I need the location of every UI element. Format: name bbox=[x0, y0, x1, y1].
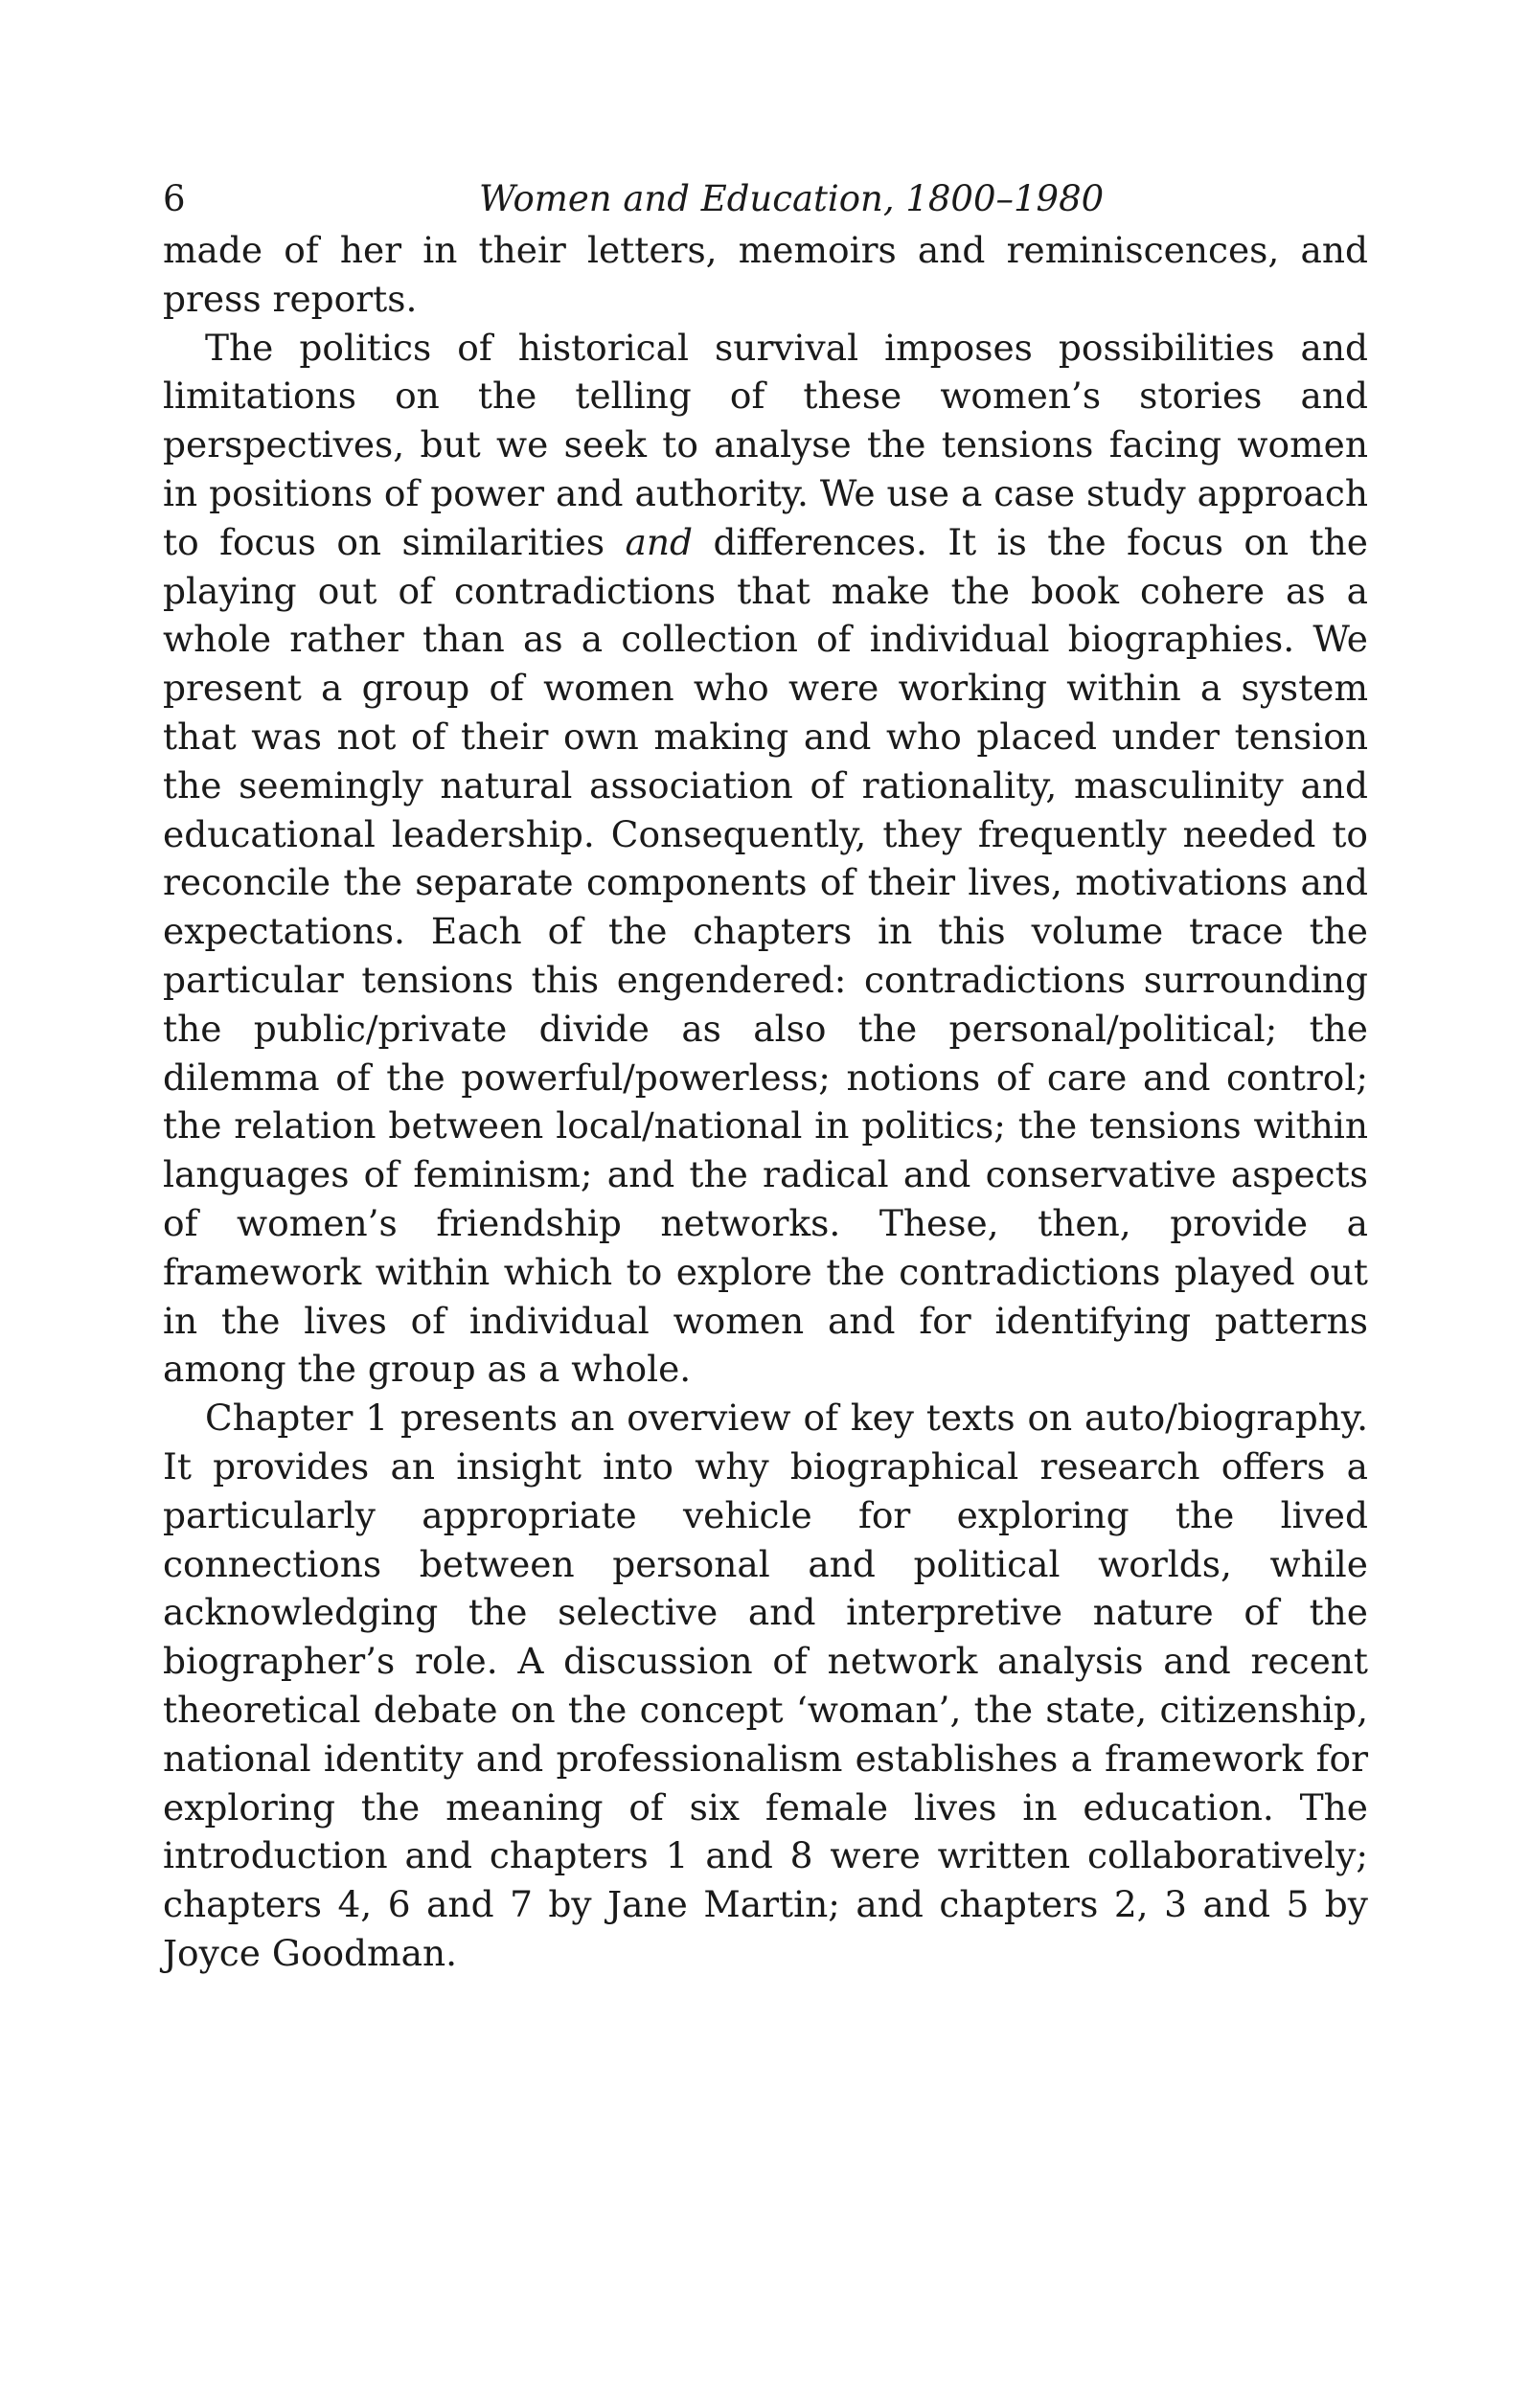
book-page bbox=[163, 172, 1368, 1978]
running-head bbox=[163, 172, 1368, 226]
paragraph-politics-of-survival bbox=[163, 324, 1368, 1395]
emphasis-and: and bbox=[625, 520, 694, 563]
paragraph-text-start: The politics of historical survival imposes possibilities and limitations on the telling of these women’s stories and perspectives, but we seek to analyse the tensions facing women in positions of power and authority. We use a case study approach to focus on similarities bbox=[163, 326, 1368, 563]
paragraph-chapter-overview: Chapter 1 presents an overview of key texts on auto/biography. It provides an insight into why biographical research offers a particularly appropriate vehicle for exploring the lived connections between personal and political worlds, while acknowledging the selective and interpretive nature of the biographer’s role. A discussion of network analysis and recent theoretical debate on the concept ‘woman’, the state, citizenship, national identity and professionalism establishes a framework for exploring the meaning of six female lives in education. The introduction and chapters 1 and 8 were written collaboratively; chapters 4, 6 and 7 by Jane Martin; and chapters 2, 3 and 5 by Joyce Goodman. bbox=[163, 1397, 1368, 1974]
page-number: 6 bbox=[163, 178, 186, 219]
paragraph-text-end: differences. It is the focus on the playing out of contradictions that make the book cohere as a whole rather than as a collection of individual biographies. We present a group of women who were working within a system that was not of their own making and who placed under tension the seemingly natural association of rationality, masculinity and educational leadership. Consequently, they frequently needed to reconcile the separate components of their lives, motivations and expectations. Each of the chapters in this volume trace the particular tensions this engendered: contradictions surrounding the public/private divide as also the personal/political; the dilemma of the powerful/powerless; notions of care and control; the relation between local/national in politics; the tensions within languages of feminism; and the radical and conservative aspects of women’s friendship networks. These, then, provide a framework within which to explore the contradictions played out in the lives of individual women and for identifying patterns among the group as a whole. bbox=[163, 520, 1368, 1391]
paragraph-continuation: made of her in their letters, memoirs and reminiscences, and press reports. bbox=[163, 229, 1368, 320]
running-title: Women and Education, 1800–1980 bbox=[479, 178, 1105, 219]
body-text bbox=[163, 226, 1368, 1978]
